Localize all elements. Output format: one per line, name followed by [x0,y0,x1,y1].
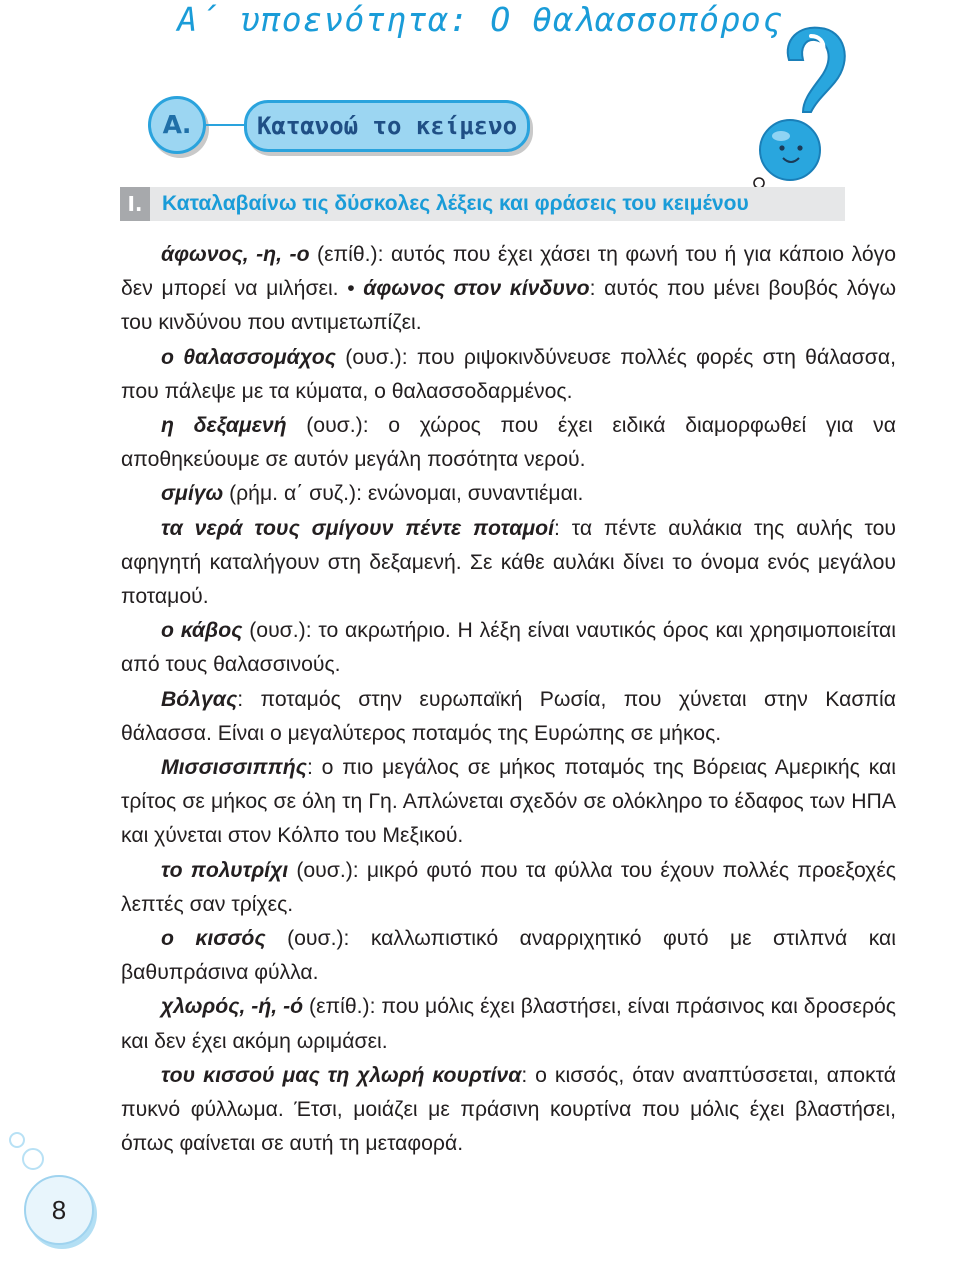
unit-title: Α΄ υποενότητα: Ο θαλασσοπόρος [177,0,783,39]
glossary-entry [121,990,896,1058]
entry-definition: : ο πιο μεγάλος σε μήκος ποταμός της Βόρειας Αμερικής και τρίτος σε μήκος σε όλη τη Γη. Απλώνεται σχεδόν σε ολόκληρο το έδαφος των ΗΠΑ και χύνεται στον Κόλπο του Μεξικού. [121,756,896,848]
entry-term: το πολυτρίχι [161,858,289,882]
glossary-entry [121,477,896,511]
section-title: Κατανοώ το κείμενο [256,112,518,140]
entry-definition: : που ριψοκινδύνευσε πολλές φορές στη θάλασσα, που πάλεψε με τα κύματα, ο θαλασσοδαρμένος. [121,345,897,403]
section-a-header [148,96,528,154]
glossary-entry [121,238,896,341]
entry-definition: : ποταμός στην ευρωπαϊκή Ρωσία, που χύνεται στην Κασπία θάλασσα. Είναι ο μεγαλύτερος ποταμός της Ευρώπης σε μήκος. [121,687,896,745]
entry-term: ο κάβος [161,619,243,643]
entry-definition: : ο χώρος που έχει ειδικά διαμορφωθεί για να αποθηκεύουμε σε αυτόν μεγάλη ποσότητα νερού. [121,414,897,472]
entry-term: Μισσισσιππής [161,756,307,780]
entry-term: η δεξαμενή [161,414,287,438]
entry-grammar: (επίθ.) [317,243,378,266]
entry-grammar: (ουσ.) [306,414,363,438]
entry-definition: : αυτός που έχει χάσει τη φωνή του ή για κάποιο λόγο δεν μπορεί να μιλήσει. [121,243,896,301]
entry-definition: : που μόλις έχει βλαστήσει, είναι πράσινος και δροσερός και δεν έχει ακόμη ωριμάσει. [121,995,896,1053]
entry-term: ο κισσός [161,927,266,951]
entry-term: του κισσού μας τη χλωρή κουρτίνα [161,1063,522,1087]
entry-grammar: (ουσ.) [345,345,402,369]
subsection-bar [120,187,845,221]
subsection-title: Καταλαβαίνω τις δύσκολες λέξεις και φράσεις του κειμένου [162,192,749,215]
page-number: 8 [51,1195,67,1225]
entry-term: άφωνος, -η, -ο [161,243,310,266]
diamond-bullet-icon: • [347,277,355,301]
entry-grammar: (ουσ.) [287,927,344,951]
entry-grammar: (ουσ.) [249,619,306,643]
entry-definition: : ενώνομαι, συναντιέμαι. [356,482,584,506]
glossary-entry [121,683,896,751]
glossary-entry [121,854,896,922]
glossary-entry [121,922,896,990]
entry-term: χλωρός, -ή, -ό [161,995,304,1019]
decorative-bubble [22,1148,44,1170]
section-letter: Α. [162,110,192,139]
question-mark-mascot-icon [745,20,860,195]
glossary-entry [121,614,896,682]
entry-definition: : μικρό φυτό που τα φύλλα του έχουν πολλές προεξοχές λεπτές σαν τρίχες. [121,858,897,916]
entry-grammar: (επίθ.) [309,995,370,1019]
entry-term: Βόλγας [161,687,238,711]
glossary-entry [121,341,896,409]
entry-grammar: (ουσ.) [296,858,353,882]
entry-term: ο θαλασσομάχος [161,345,336,369]
glossary-entry [121,512,896,615]
entry-definition: : το ακρωτήριο. Η λέξη είναι ναυτικός όρος και χρησιμοποιείται από τους θαλασσινούς. [121,619,896,677]
subsection-number: Ι. [120,187,150,221]
glossary [121,238,896,1161]
glossary-entry [121,1059,896,1162]
entry-subdefinition: : αυτός που μένει βουβός λόγω του κινδύνου που αντιμετωπίζει. [121,277,896,335]
entry-grammar: (ρήμ. α΄ συζ.) [229,482,357,506]
entry-definition: : τα πέντε αυλάκια της αυλής του αφηγητή καταλήγουν στη δεξαμενή. Σε κάθε αυλάκι δίνει το όνομα ενός μεγάλου ποταμού. [121,516,896,609]
entry-definition: : ο κισσός, όταν αναπτύσσεται, αποκτά πυκνό φύλλωμα. Έτσι, μοιάζει με πράσινη κουρτίνα που μόλις έχει βλαστήσει, όπως φαίνεται σε αυτή τη μεταφορά. [121,1063,896,1156]
entry-subterm: άφωνος στον κίνδυνο [363,277,590,301]
entry-term: σμίγω [161,482,224,506]
decorative-bubble [9,1132,25,1148]
glossary-entry [121,751,896,854]
glossary-entry [121,409,896,477]
entry-definition: : καλλωπιστικό αναρριχητικό φυτό με στιλπνά και βαθυπράσινα φύλλα. [121,927,896,985]
entry-term: τα νερά τους σμίγουν πέντε ποταμοί [161,516,555,540]
